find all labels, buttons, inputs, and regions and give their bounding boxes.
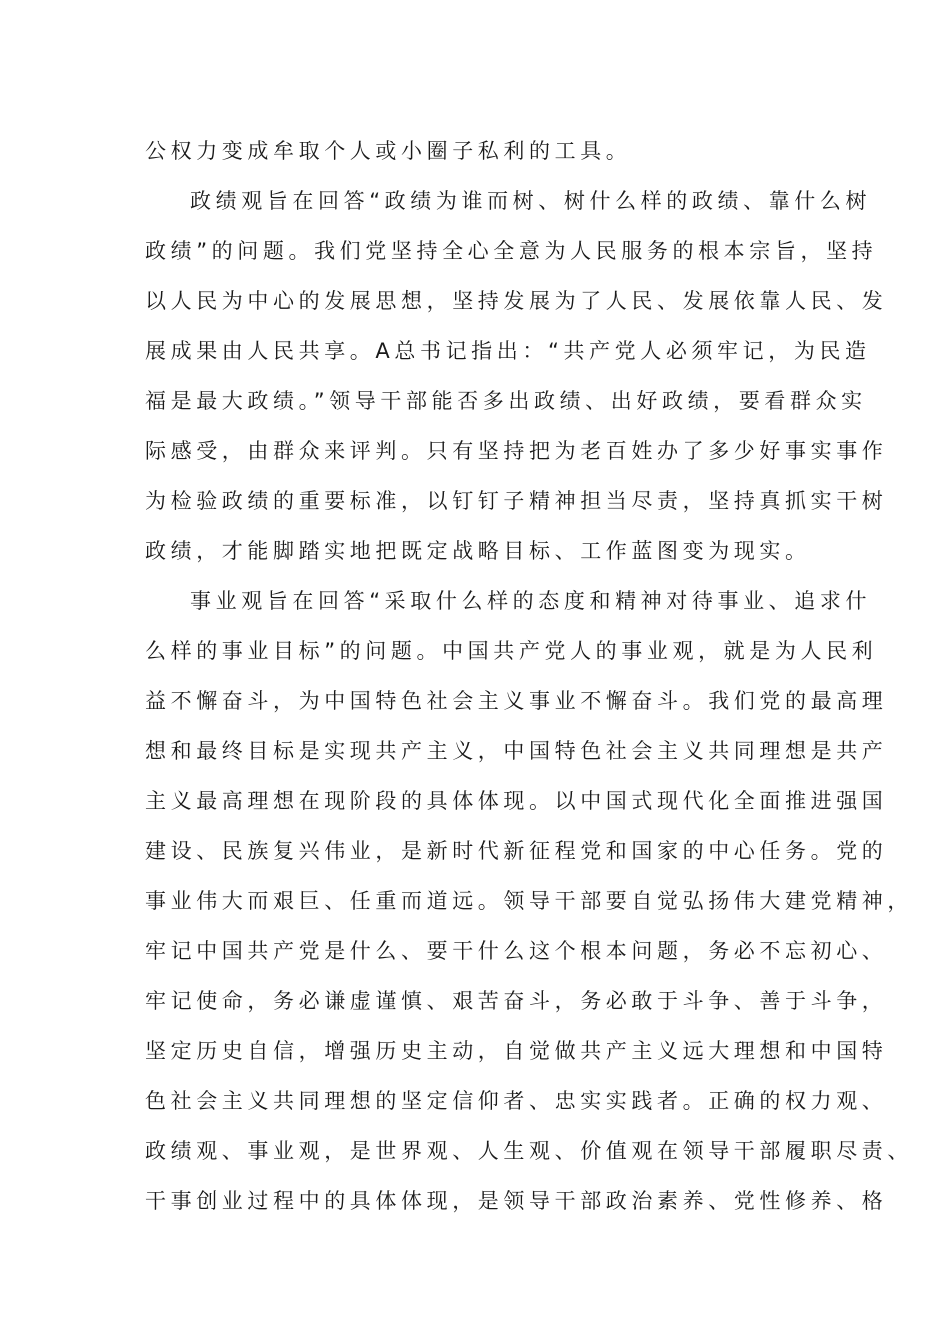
text-line: 政绩观、事业观，是世界观、人生观、价值观在领导干部履职尽责、 (145, 1139, 913, 1163)
text-line: 政绩”的问题。我们党坚持全心全意为人民服务的根本宗旨，坚持 (145, 239, 878, 263)
text-line: 为检验政绩的重要标准，以钉钉子精神担当尽责，坚持真抓实干树 (145, 489, 888, 513)
text-line: 色社会主义共同理想的坚定信仰者、忠实实践者。正确的权力观、 (145, 1089, 888, 1113)
paragraph-start-line: 政绩观旨在回答“政绩为谁而树、树什么样的政绩、靠什么树 (190, 189, 872, 213)
paragraph-start-line: 事业观旨在回答“采取什么样的态度和精神对待事业、追求什 (190, 589, 872, 613)
text-line: 牢记中国共产党是什么、要干什么这个根本问题，务必不忘初心、 (145, 939, 888, 963)
text-line: 展成果由人民共享。A总书记指出：“共产党人必须牢记，为民造 (145, 339, 871, 363)
text-line: 事业伟大而艰巨、任重而道远。领导干部要自觉弘扬伟大建党精神， (145, 889, 913, 913)
text-line: 公权力变成牟取个人或小圈子私利的工具。 (145, 139, 632, 163)
text-line: 坚定历史自信，增强历史主动，自觉做共产主义远大理想和中国特 (145, 1039, 888, 1063)
text-line: 干事创业过程中的具体体现，是领导干部政治素养、党性修养、格 (145, 1189, 888, 1213)
text-line: 么样的事业目标”的问题。中国共产党人的事业观，就是为人民利 (145, 639, 878, 663)
text-line: 想和最终目标是实现共产主义，中国特色社会主义共同理想是共产 (145, 739, 888, 763)
text-line: 以人民为中心的发展思想，坚持发展为了人民、发展依靠人民、发 (145, 289, 888, 313)
text-line: 益不懈奋斗，为中国特色社会主义事业不懈奋斗。我们党的最高理 (145, 689, 888, 713)
text-line: 际感受，由群众来评判。只有坚持把为老百姓办了多少好事实事作 (145, 439, 888, 463)
text-line: 政绩，才能脚踏实地把既定战略目标、工作蓝图变为现实。 (145, 539, 811, 563)
text-line: 主义最高理想在现阶段的具体体现。以中国式现代化全面推进强国 (145, 789, 888, 813)
text-line: 牢记使命，务必谦虚谨慎、艰苦奋斗，务必敢于斗争、善于斗争， (145, 989, 888, 1013)
text-line: 福是最大政绩。”领导干部能否多出政绩、出好政绩，要看群众实 (145, 389, 867, 413)
text-line: 建设、民族复兴伟业，是新时代新征程党和国家的中心任务。党的 (145, 839, 888, 863)
